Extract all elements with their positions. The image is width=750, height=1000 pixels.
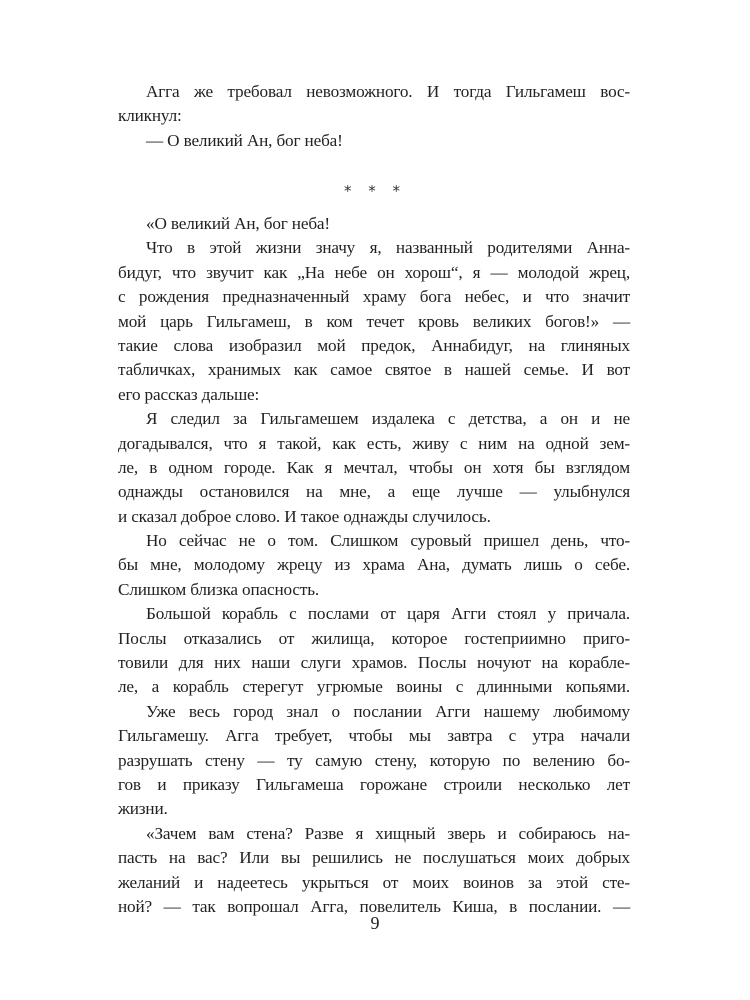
text-line: — О великий Ан, бог неба! (146, 130, 343, 150)
text-block-main (118, 212, 630, 919)
text-line: разрушать стену — ту самую стену, которую по велению бо- (118, 750, 630, 770)
text-line: жизни. (118, 799, 168, 819)
text-line: Я следил за Гильгамешем издалека с детства, а он и не (146, 409, 630, 429)
text-line: табличках, хранимых как самое святое в нашей семье. И вот (118, 360, 630, 380)
text-line: мой царь Гильгамеш, в ком течет кровь великих богов!» — (118, 311, 630, 331)
text-line: бы мне, молодому жрецу из храма Ана, думать лишь о себе. (118, 555, 630, 575)
text-line: «О великий Ан, бог неба! (146, 214, 330, 233)
text-line: «Зачем вам стена? Разве я хищный зверь и собираюсь на- (146, 823, 630, 843)
text-line: Уже весь город знал о послании Агги нашему любимому (146, 701, 630, 721)
text-line: Агга же требовал невозможного. И тогда Гильгамеш вос- (146, 82, 630, 101)
text-line: с рождения предназначенный храму бога небес, и что значит (118, 287, 630, 307)
text-line: Слишком близка опасность. (118, 579, 320, 599)
text-line: Послы отказались от жилища, которое гостеприимно приго- (118, 628, 630, 648)
text-line: желаний и надеетесь укрыться от моих воинов за этой сте- (118, 872, 630, 892)
text-line: его рассказ дальше: (118, 384, 260, 404)
text-line: однажды остановился на мне, а еще лучше — улыбнулся (118, 482, 630, 502)
text-line: товили для них наши слуги храмов. Послы ночуют на корабле- (118, 653, 630, 673)
text-line: кликнул: (118, 106, 182, 126)
text-line: пасть на вас? Или вы решились не послушаться моих добрых (118, 848, 630, 868)
text-line: бидуг, что звучит как „На небе он хорош“, я — молодой жрец, (118, 262, 630, 282)
text-line: Но сейчас не о том. Слишком суровый пришел день, что- (146, 531, 630, 551)
text-line: ной? — так вопрошал Агга, повелитель Киша, в послании. — (118, 896, 630, 916)
text-line: и сказал доброе слово. И такое однажды случилось. (118, 506, 491, 526)
section-separator: * * * (343, 182, 407, 200)
text-line: Гильгамешу. Агга требует, чтобы мы завтра с утра начали (118, 726, 630, 746)
text-line: догадывался, что я такой, как есть, живу с ним на одной зем- (118, 433, 630, 453)
text-line: гов и приказу Гильгамеша горожане строили несколько лет (118, 774, 630, 794)
text-line: Что в этой жизни значу я, названный родителями Анна- (146, 238, 630, 258)
text-line: ле, в одном городе. Как я мечтал, чтобы он хотя бы взглядом (118, 457, 630, 477)
page-number: 9 (370, 913, 380, 933)
text-line: Большой корабль с послами от царя Агги стоял у причала. (146, 604, 630, 624)
text-line: такие слова изобразил мой предок, Аннабидуг, на глиняных (118, 335, 630, 355)
text-line: ле, а корабль стерегут угрюмые воины с длинными копьями. (118, 677, 630, 697)
text-block-top (118, 80, 630, 153)
